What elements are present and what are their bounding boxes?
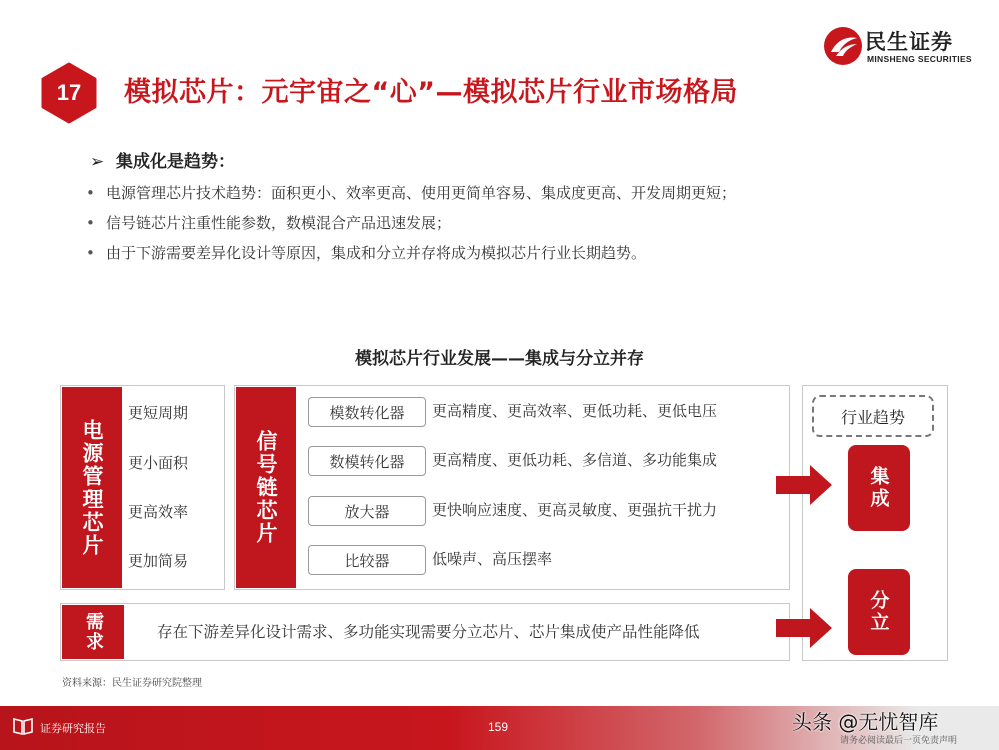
bullet-dot-icon: • <box>86 244 95 262</box>
chip-type-box: 比较器 <box>308 545 426 575</box>
chip-type-box: 模数转化器 <box>308 397 426 427</box>
page-badge-number: 17 <box>56 80 82 105</box>
section-subheading <box>90 147 235 172</box>
bullet-text: 信号链芯片注重性能参数，数模混合产品迅速发展； <box>106 214 452 232</box>
logo-chinese-name: 民生证券 <box>865 30 953 54</box>
integrate-box: 集成 <box>848 445 910 531</box>
power-item: 更短周期 <box>128 404 189 422</box>
footer-label: 证券研究报告 <box>40 722 106 735</box>
bullet-text: 由于下游需要差异化设计等原因，集成和分立并存将成为模拟芯片行业长期趋势。 <box>106 244 647 262</box>
bullet-item <box>86 240 736 270</box>
power-chip-label: 电源管理芯片 <box>62 387 122 588</box>
minsheng-logo-icon <box>823 26 863 66</box>
right-arrow-icon <box>774 463 834 507</box>
bullet-item <box>86 210 736 240</box>
chip-type-box: 数模转化器 <box>308 446 426 476</box>
bullet-text: 电源管理芯片技术趋势：面积更小、效率更高、使用更简单容易、集成度更高、开发周期更短； <box>106 184 737 202</box>
power-item: 更小面积 <box>128 454 189 472</box>
footer-disclaimer: 请务必阅读最后一页免责声明 <box>840 736 958 746</box>
signal-chip-label: 信号链芯片 <box>236 387 296 588</box>
bullet-item <box>86 180 736 210</box>
brand-logo <box>823 24 973 70</box>
arrow-bullet-icon: ➢ <box>90 152 105 172</box>
diagram-title: 模拟芯片行业发展——集成与分立并存 <box>355 349 644 369</box>
watermark: 头条 @无忧智库 <box>792 710 939 734</box>
book-icon <box>12 715 34 737</box>
separate-box: 分立 <box>848 569 910 655</box>
page-title: 模拟芯片：元宇宙之“心”—模拟芯片行业市场格局 <box>124 77 738 108</box>
industry-trend-box: 行业趋势 <box>812 395 934 437</box>
right-arrow-icon <box>774 606 834 650</box>
chip-type-desc: 更快响应速度、更高灵敏度、更强抗干扰力 <box>432 501 718 519</box>
chip-type-desc: 更高精度、更高效率、更低功耗、更低电压 <box>432 402 718 420</box>
logo-english-name: MINSHENG SECURITIES <box>867 54 972 64</box>
subheading-text: 集成化是趋势： <box>116 152 235 172</box>
chip-type-desc: 低噪声、高压摆率 <box>432 550 553 568</box>
bullet-dot-icon: • <box>86 184 95 202</box>
chip-type-desc: 更高精度、更低功耗、多信道、多功能集成 <box>432 451 718 469</box>
footer-page-number: 159 <box>488 720 509 734</box>
bullet-dot-icon: • <box>86 214 95 232</box>
power-item: 更加简易 <box>128 552 189 570</box>
demand-label: 需求 <box>62 605 124 659</box>
demand-text: 存在下游差异化设计需求、多功能实现需要分立芯片、芯片集成使产品性能降低 <box>157 623 700 641</box>
chip-type-box: 放大器 <box>308 496 426 526</box>
source-note: 资料来源：民生证券研究院整理 <box>62 678 202 689</box>
bullet-list <box>86 180 736 270</box>
power-item: 更高效率 <box>128 503 189 521</box>
